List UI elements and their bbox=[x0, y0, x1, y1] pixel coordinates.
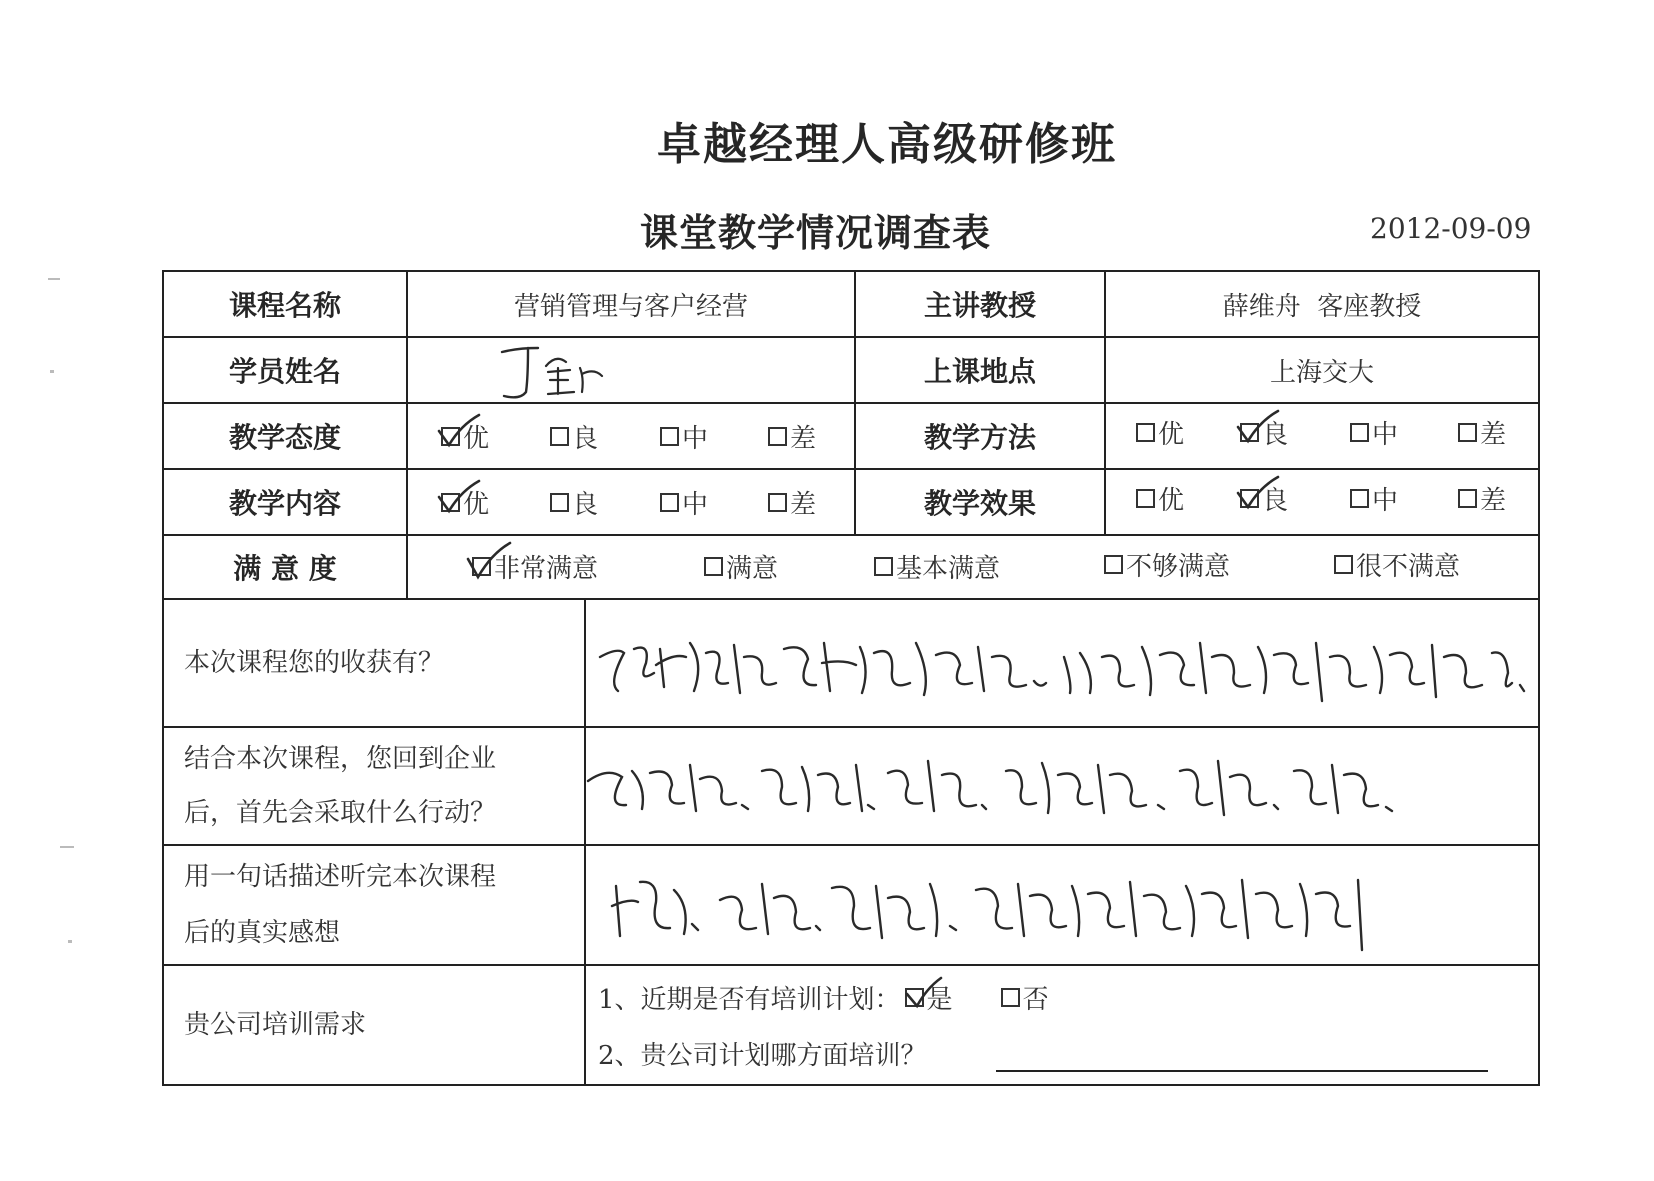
checkbox[interactable] bbox=[1240, 489, 1259, 508]
checkbox[interactable] bbox=[1458, 423, 1477, 442]
satisfaction-option-very-satisfied[interactable] bbox=[472, 548, 598, 585]
option-label: 很不满意 bbox=[1356, 552, 1461, 582]
option-label: 中 bbox=[682, 490, 709, 520]
checkbox[interactable] bbox=[1136, 423, 1155, 442]
q3-label-line1: 用一句话描述听完本次课程 bbox=[184, 862, 497, 892]
content-option-good[interactable] bbox=[550, 484, 598, 521]
q3-handwritten-answer bbox=[610, 850, 1470, 960]
attitude-label: 教学态度 bbox=[228, 421, 341, 454]
option-label: 不够满意 bbox=[1126, 552, 1231, 582]
q2-label bbox=[164, 728, 584, 844]
lecturer-value: 薛维舟 客座教授 bbox=[1222, 291, 1422, 322]
option-label: 差 bbox=[790, 424, 817, 454]
q4-yes-checkbox[interactable] bbox=[905, 988, 924, 1007]
q4-label: 贵公司培训需求 bbox=[184, 1010, 367, 1040]
option-label: 优 bbox=[1158, 486, 1185, 516]
method-option-poor[interactable] bbox=[1458, 414, 1506, 451]
survey-table bbox=[162, 270, 1540, 1086]
scan-speck bbox=[68, 940, 72, 943]
q4-no-label: 否 bbox=[1022, 984, 1049, 1015]
effect-label: 教学效果 bbox=[923, 487, 1036, 520]
option-label: 差 bbox=[1480, 486, 1507, 516]
checkbox[interactable] bbox=[704, 557, 723, 576]
effect-option-poor[interactable] bbox=[1458, 480, 1506, 517]
option-label: 差 bbox=[1480, 420, 1507, 450]
checkbox[interactable] bbox=[660, 427, 679, 446]
option-label: 基本满意 bbox=[896, 554, 1001, 584]
option-label: 良 bbox=[1262, 420, 1289, 450]
checkbox[interactable] bbox=[1458, 489, 1477, 508]
checkbox[interactable] bbox=[550, 427, 569, 446]
attitude-option-average[interactable] bbox=[660, 418, 708, 455]
form-subtitle: 课堂教学情况调查表 bbox=[640, 211, 992, 255]
checkbox[interactable] bbox=[1136, 489, 1155, 508]
option-label: 非常满意 bbox=[494, 554, 599, 584]
option-label: 优 bbox=[1158, 420, 1185, 450]
checkbox[interactable] bbox=[768, 493, 787, 512]
location-value: 上海交大 bbox=[1269, 357, 1374, 388]
effect-option-average[interactable] bbox=[1350, 480, 1398, 517]
q4-item2 bbox=[598, 1028, 927, 1078]
course-name-value: 营销管理与客户经营 bbox=[513, 291, 748, 322]
content-option-excellent[interactable] bbox=[441, 484, 489, 521]
satisfaction-option-basically-satisfied[interactable] bbox=[874, 548, 1000, 585]
method-option-good[interactable] bbox=[1240, 414, 1288, 451]
checkbox[interactable] bbox=[550, 493, 569, 512]
checkbox[interactable] bbox=[1350, 489, 1369, 508]
method-option-excellent[interactable] bbox=[1136, 414, 1184, 451]
effect-option-good[interactable] bbox=[1240, 480, 1288, 517]
q2-answer-field[interactable] bbox=[586, 728, 1538, 844]
checkbox[interactable] bbox=[1334, 555, 1353, 574]
q4-no-checkbox[interactable] bbox=[1001, 988, 1020, 1007]
checkbox[interactable] bbox=[660, 493, 679, 512]
q4-item2-answer-line[interactable] bbox=[996, 1070, 1488, 1072]
q4-item2-text: 2、贵公司计划哪方面培训？ bbox=[598, 1040, 927, 1071]
option-label: 良 bbox=[572, 424, 599, 454]
q2-label-line2: 后，首先会采取什么行动？ bbox=[184, 798, 497, 828]
q3-label bbox=[164, 846, 584, 964]
q1-label: 本次课程您的收获有？ bbox=[184, 648, 445, 678]
q4-item1 bbox=[598, 972, 1049, 1022]
checkbox[interactable] bbox=[768, 427, 787, 446]
attitude-option-poor[interactable] bbox=[768, 418, 816, 455]
q2-label-line1: 结合本次课程，您回到企业 bbox=[184, 744, 497, 774]
scan-speck bbox=[60, 846, 74, 848]
effect-option-excellent[interactable] bbox=[1136, 480, 1184, 517]
student-name-signature bbox=[498, 338, 608, 402]
q1-answer-field[interactable] bbox=[586, 600, 1538, 726]
option-label: 中 bbox=[1372, 420, 1399, 450]
satisfaction-label: 满 意 度 bbox=[233, 552, 337, 585]
attitude-option-excellent[interactable] bbox=[441, 418, 489, 455]
option-label: 差 bbox=[790, 490, 817, 520]
checkbox[interactable] bbox=[1240, 423, 1259, 442]
option-label: 良 bbox=[572, 490, 599, 520]
q4-yes-label: 是 bbox=[926, 984, 953, 1015]
checkbox[interactable] bbox=[1104, 555, 1123, 574]
lecturer-label: 主讲教授 bbox=[923, 289, 1036, 322]
course-name-label: 课程名称 bbox=[228, 289, 341, 322]
student-name-field[interactable] bbox=[408, 338, 854, 402]
checkbox[interactable] bbox=[441, 427, 460, 446]
attitude-option-good[interactable] bbox=[550, 418, 598, 455]
checkbox[interactable] bbox=[1350, 423, 1369, 442]
option-label: 良 bbox=[1262, 486, 1289, 516]
content-label: 教学内容 bbox=[228, 487, 341, 520]
checkbox[interactable] bbox=[472, 557, 491, 576]
option-label: 中 bbox=[682, 424, 709, 454]
option-label: 优 bbox=[463, 490, 490, 520]
q4-item1-text: 1、近期是否有培训计划： bbox=[598, 984, 901, 1015]
content-option-average[interactable] bbox=[660, 484, 708, 521]
satisfaction-option-very-dissatisfied[interactable] bbox=[1334, 546, 1460, 583]
option-label: 优 bbox=[463, 424, 490, 454]
form-title: 卓越经理人高级研修班 bbox=[657, 119, 1117, 170]
option-label: 中 bbox=[1372, 486, 1399, 516]
q1-handwritten-answer bbox=[594, 613, 1534, 713]
q3-label-line2: 后的真实感想 bbox=[184, 918, 341, 948]
scan-speck bbox=[50, 370, 54, 373]
satisfaction-option-satisfied[interactable] bbox=[704, 548, 778, 585]
checkbox[interactable] bbox=[441, 493, 460, 512]
location-label: 上课地点 bbox=[923, 355, 1036, 388]
q2-handwritten-answer bbox=[586, 731, 1436, 841]
method-label: 教学方法 bbox=[923, 421, 1036, 454]
content-option-poor[interactable] bbox=[768, 484, 816, 521]
scan-speck bbox=[48, 278, 60, 280]
student-name-label: 学员姓名 bbox=[228, 355, 341, 388]
method-option-average[interactable] bbox=[1350, 414, 1398, 451]
satisfaction-option-not-satisfied-enough[interactable] bbox=[1104, 546, 1230, 583]
option-label: 满意 bbox=[726, 554, 779, 584]
q3-answer-field[interactable] bbox=[586, 846, 1538, 964]
form-date: 2012-09-09 bbox=[1370, 212, 1532, 245]
checkbox[interactable] bbox=[874, 557, 893, 576]
